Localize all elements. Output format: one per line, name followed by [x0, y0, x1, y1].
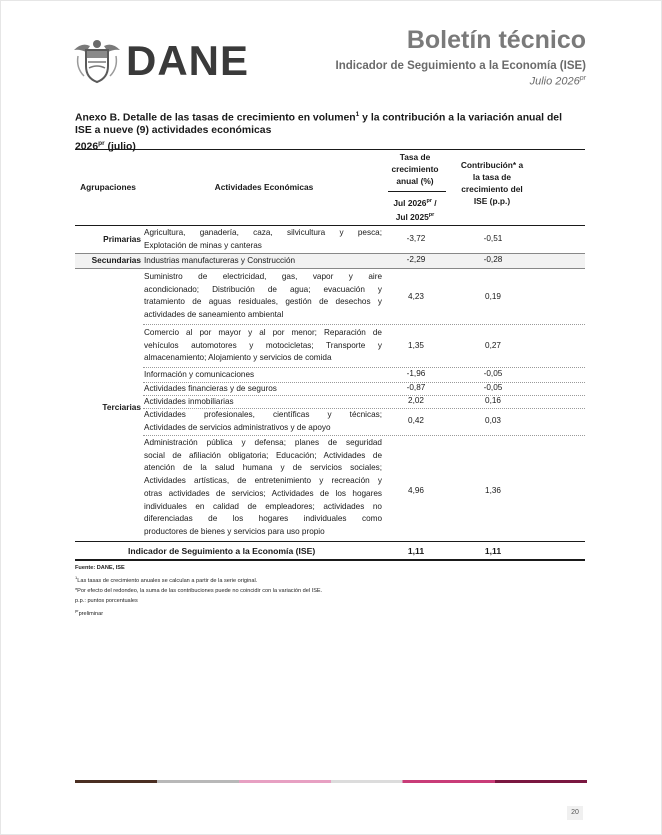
sep-secundarias	[75, 268, 585, 269]
note-1: $^1$Las tasas de crecimiento anuales se calculan a partir de la serie original.	[75, 575, 258, 584]
dane-logo-text: DANE	[126, 37, 250, 84]
rate-value: 4,96	[408, 486, 424, 495]
total-top-rule	[75, 541, 585, 542]
rate-value: 2,02	[408, 396, 424, 405]
contribution-value: -0,28	[483, 255, 503, 264]
row-separator	[143, 324, 585, 325]
note-3: p.p.: puntos porcentuales	[75, 597, 138, 604]
rate-value: -2,29	[406, 255, 426, 264]
rate-value: -3,72	[406, 234, 426, 243]
rate-value: 0,42	[408, 416, 424, 425]
note-2: *Por efecto del redondeo, la suma de las contribuciones puede no coincidir con la variación del ISE.	[75, 587, 323, 594]
page-number: 20	[567, 806, 583, 820]
table-notes	[75, 563, 322, 619]
total-label: Indicador de Seguimiento a la Economía (ISE)	[128, 546, 316, 556]
bulletin-title: Boletín técnico	[406, 26, 586, 54]
header-rate-period: Jul $2026^{pr}$ / Jul $2025^{pr}$	[393, 197, 437, 222]
annex-title: Anexo B. Detalle de las tasas de crecimiento en volumen$^1$ y la contribución a la variación anual del ISE a nueve (9) actividades económicas $2026^{pr}$ (julio)	[75, 111, 562, 153]
note-source: Fuente: DANE, ISE	[75, 565, 125, 571]
rate-value: 1,35	[408, 341, 424, 350]
contribution-value: 0,03	[485, 416, 501, 425]
header-contribution: Contribución* a la tasa de crecimiento del ISE (p.p.)	[460, 160, 524, 206]
group-secundarias: Secundarias	[91, 255, 141, 265]
header-groups: Agrupaciones	[80, 182, 136, 192]
header-rate: Tasa de crecimiento anual (%)	[391, 152, 439, 186]
rate-value: -0,87	[406, 383, 426, 392]
total-contribution: 1,11	[484, 546, 502, 556]
sep-primarias	[75, 253, 585, 254]
row-separator	[143, 367, 585, 368]
activity-row: Actividades profesionales, científicas y técnicas; Actividades de servicios administrativos y de apoyo	[144, 410, 382, 432]
activity-row: Comercio al por mayor y al por menor; Reparación de vehículos automotores y motocicletas; Transporte y almacenamiento; Alojamiento y servicios de comida	[144, 328, 382, 363]
contribution-value: 0,27	[485, 341, 501, 350]
dane-logo	[72, 36, 249, 86]
total-rate: 1,11	[407, 546, 425, 556]
contribution-value: 0,16	[485, 396, 501, 405]
contribution-value: -0,05	[483, 369, 503, 378]
note-4: $^{pr}$preliminar	[75, 607, 104, 617]
colombia-crest-icon	[72, 36, 122, 86]
table-bottom-rule	[75, 559, 585, 561]
row-separator	[143, 435, 585, 436]
header-rate-rule	[388, 191, 446, 192]
group-terciarias: Terciarias	[102, 402, 141, 412]
footer-color-bar	[75, 780, 587, 783]
activity-row: Agricultura, ganadería, caza, silvicultura y pesca; Explotación de minas y canteras	[144, 228, 382, 250]
activity-row: Industrias manufactureras y Construcción	[144, 256, 296, 265]
activity-row: Actividades inmobiliarias	[144, 397, 234, 406]
activity-row: Administración pública y defensa; planes de seguridad social de afiliación obligatoria; Educación; Actividades de atención de la salud humana y de servicios sociales; Actividades artísticas, de entretenimiento y recreación y otras actividades de servicios; Actividades de los hogares individuales en calidad de empleadores; actividades no diferenciadas de los hogares individuales como productores de bienes y servicios para uso propio	[144, 438, 382, 536]
table-top-rule	[75, 149, 585, 150]
activity-row: Actividades financieras y de seguros	[144, 384, 277, 393]
contribution-value: 0,19	[485, 292, 501, 301]
header-bottom-rule	[75, 225, 585, 226]
contribution-value: -0,05	[483, 383, 503, 392]
header-activities: Actividades Económicas	[214, 182, 314, 192]
bulletin-subtitle: Indicador de Seguimiento a la Economía (ISE)	[335, 60, 586, 72]
rate-value: 4,23	[408, 292, 424, 301]
activity-row: Información y comunicaciones	[144, 370, 255, 379]
activity-row: Suministro de electricidad, gas, vapor y aire acondicionado; Distribución de agua; evacuación y tratamiento de aguas residuales, gestión de desechos y actividades de saneamiento ambiental	[144, 272, 382, 320]
group-primarias: Primarias	[103, 234, 141, 244]
rate-value: -1,96	[406, 369, 426, 378]
contribution-value: -0,51	[483, 234, 503, 243]
contribution-value: 1,36	[485, 486, 501, 495]
bulletin-date: Julio $2026^{pr}$	[529, 75, 586, 88]
